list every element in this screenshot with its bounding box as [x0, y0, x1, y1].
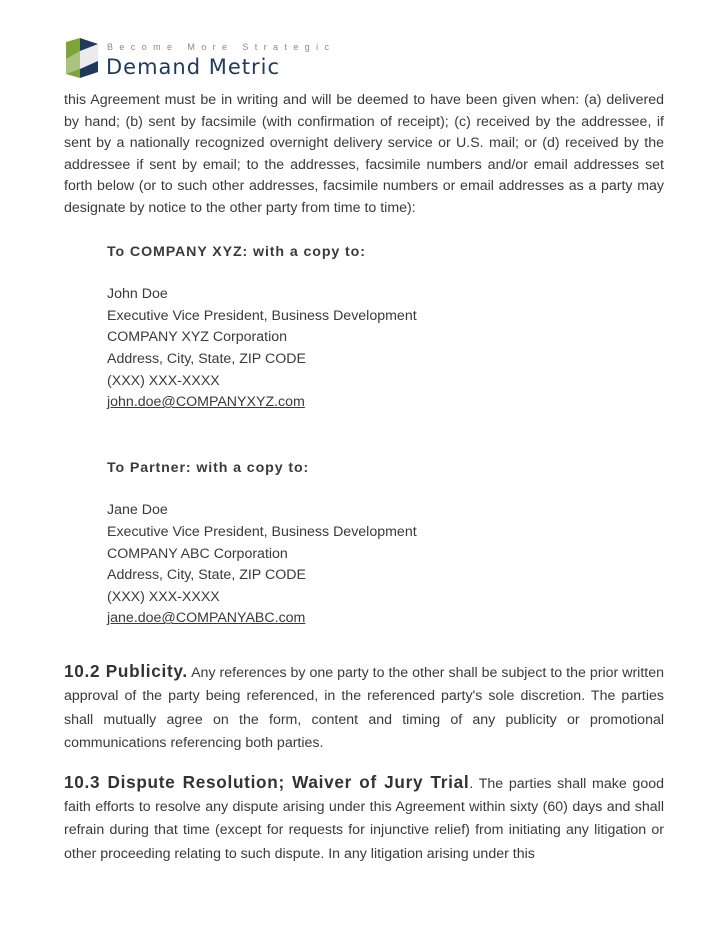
- notice-paragraph: this Agreement must be in writing and will be deemed to have been given when: (a) delivered by hand; (b) sent by facsimile (with confirmation of receipt); (c) received by the addressee, if sent by a nationally recognized overnight delivery service or U.S. mail; or (d) received by the addressee if sent by email; to the addresses, facsimile numbers and/or email addresses set forth below (or to such other addresses, facsimile numbers or email addresses as a party may designate by notice to the other party from time to time):: [64, 92, 664, 216]
- section-10-3-body: The parties shall make good faith efforts to resolve any dispute arising under this Agreement within sixty (60) days and shall refrain during that time (except for requests for injunctive relief) from initiating any litigation or other proceeding relating to such dispute. In any litigation arising under this: [64, 775, 664, 862]
- brand-tagline: Become More Strategic: [107, 42, 336, 52]
- section-10-2-body: Any references by one party to the other shall be subject to the prior written approval of the party being referenced, in the referenced party's sole discretion. The parties shall mutually agree on the form, content and timing of any publicity or promotional communications referencing both parties.: [64, 664, 664, 752]
- demand-metric-logo-icon: [64, 38, 100, 78]
- section-10-2-title: 10.2 Publicity.: [64, 660, 188, 681]
- partner-email-link[interactable]: jane.doe@COMPANYABC.com: [107, 610, 306, 627]
- document-body: [64, 90, 664, 866]
- partner-contact-name: Jane Doe: [107, 502, 168, 519]
- section-10-2: [64, 660, 664, 756]
- company-address-block: [107, 242, 664, 414]
- brand-name: Demand Metric: [106, 55, 281, 79]
- company-address: Address, City, State, ZIP CODE: [107, 350, 306, 367]
- partner-org: COMPANY ABC Corporation: [107, 545, 288, 562]
- partner-phone: (XXX) XXX-XXXX: [107, 588, 220, 605]
- partner-heading: To Partner: with a copy to:: [107, 459, 310, 476]
- company-email-link[interactable]: john.doe@COMPANYXYZ.com: [107, 394, 305, 411]
- company-contact-name: John Doe: [107, 286, 168, 303]
- partner-contact-title: Executive Vice President, Business Development: [107, 523, 417, 540]
- section-10-3-title-period: .: [469, 775, 474, 792]
- company-org: COMPANY XYZ Corporation: [107, 329, 288, 346]
- company-contact-title: Executive Vice President, Business Development: [107, 307, 417, 324]
- partner-address-block: [107, 458, 664, 630]
- partner-address: Address, City, State, ZIP CODE: [107, 567, 306, 584]
- section-10-3-title: 10.3 Dispute Resolution; Waiver of Jury Trial: [64, 771, 470, 792]
- company-heading: To COMPANY XYZ: with a copy to:: [107, 243, 366, 260]
- company-phone: (XXX) XXX-XXXX: [107, 372, 220, 389]
- section-10-3: [64, 771, 664, 867]
